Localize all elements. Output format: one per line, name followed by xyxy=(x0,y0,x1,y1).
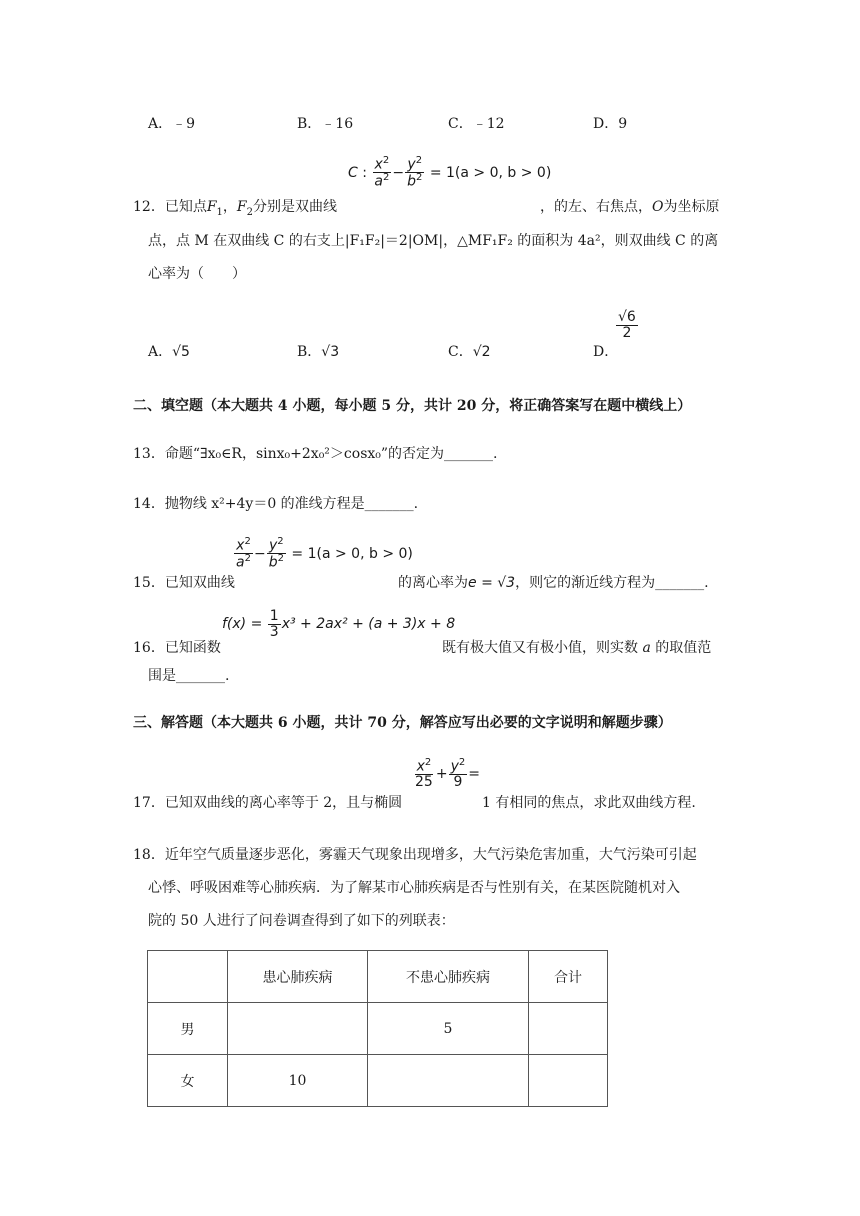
table-header-cell: 不患心肺疾病 xyxy=(368,951,529,1003)
table-cell xyxy=(228,1003,368,1055)
q12-hyperbola-formula: C : $\frac{x^2}{a^2}$ − $\frac{y^2}{b^2}$ = 1(a > 0, b > 0) xyxy=(348,155,552,190)
q12-option-d-fraction: $\frac{√6}{2}$ xyxy=(618,309,636,341)
q18-line-3: 院的 50 人进行了问卷调查得到了如下的列联表： xyxy=(148,913,455,929)
q17-ellipse-formula: $\frac{x^2}{25}$ + $\frac{y^2}{9}$ = xyxy=(415,757,480,791)
q15-line-a: 15．已知双曲线 xyxy=(133,575,235,591)
q12-option-a: A．√5 xyxy=(148,344,190,360)
q13: 13．命题“∃x₀∈R，sinx₀+2x₀²＞cosx₀”的否定为_______. xyxy=(133,446,498,462)
table-header-row xyxy=(148,951,608,1003)
q12-line-1-end: ，的左、右焦点，O为坐标原 xyxy=(540,199,720,215)
table-cell xyxy=(529,1003,608,1055)
q18-line-1: 18．近年空气质量逐步恶化，雾霾天气现象出现增多，大气污染危害加重，大气污染可引起 xyxy=(133,847,697,863)
table-header-cell xyxy=(148,951,228,1003)
table-header-cell: 合计 xyxy=(529,951,608,1003)
q18-line-2: 心悸、呼吸困难等心肺疾病．为了解某市心肺疾病是否与性别有关，在某医院随机对入 xyxy=(148,880,680,896)
q12-line-1: 12．已知点$F_1$，$F_2$分别是双曲线 xyxy=(133,199,338,218)
contingency-table xyxy=(147,950,608,1107)
q12-option-b: B．√3 xyxy=(297,344,340,360)
q12-option-c: C．√2 xyxy=(448,344,491,360)
q11-option-b: B．﹣16 xyxy=(297,116,354,132)
table-cell xyxy=(368,1055,529,1107)
q16-line-b: 既有极大值又有极小值，则实数 a 的取值范 xyxy=(442,640,712,656)
q11-option-a: A．﹣9 xyxy=(148,116,196,132)
q11-option-c: C．﹣12 xyxy=(448,116,505,132)
section-3-heading: 三、解答题（本大题共 6 小题，共计 70 分，解答应写出必要的文字说明和解题步骤） xyxy=(133,715,672,731)
q12-line-3: 心率为（ ） xyxy=(148,266,246,282)
table-cell: 女 xyxy=(148,1055,228,1107)
q11-option-d: D．9 xyxy=(593,116,628,132)
q16-line-a: 16．已知函数 xyxy=(133,640,221,656)
table-row xyxy=(148,1003,608,1055)
q15-hyperbola-formula: $\frac{x^2}{a^2}$ − $\frac{y^2}{b^2}$ = 1(a > 0, b > 0) xyxy=(236,536,413,571)
section-2-heading: 二、填空题（本大题共 4 小题，每小题 5 分，共计 20 分，将正确答案写在题中横线上） xyxy=(133,398,692,414)
q15-line-b: 的离心率为e = √3，则它的渐近线方程为_______. xyxy=(398,575,709,591)
table-header-cell: 患心肺疾病 xyxy=(228,951,368,1003)
table-row xyxy=(148,1055,608,1107)
q16-line-2: 围是_______. xyxy=(148,668,230,684)
q17-line-a: 17．已知双曲线的离心率等于 2，且与椭圆 xyxy=(133,795,403,811)
table-cell: 5 xyxy=(368,1003,529,1055)
q16-function-formula: f(x) = $\frac{1}{3}$ x³ + 2ax² + (a + 3)x + 8 xyxy=(222,608,456,640)
table-cell: 10 xyxy=(228,1055,368,1107)
q12-option-d: D． xyxy=(593,344,619,360)
q17-line-b: 1 有相同的焦点，求此双曲线方程. xyxy=(482,795,696,811)
table-cell xyxy=(529,1055,608,1107)
q12-line-2: 点，点 M 在双曲线 C 的右支上|F₁F₂|＝2|OM|，△MF₁F₂ 的面积为 4a²，则双曲线 C 的离 xyxy=(148,233,719,249)
q14: 14．抛物线 x²+4y＝0 的准线方程是_______. xyxy=(133,496,419,512)
table-cell: 男 xyxy=(148,1003,228,1055)
